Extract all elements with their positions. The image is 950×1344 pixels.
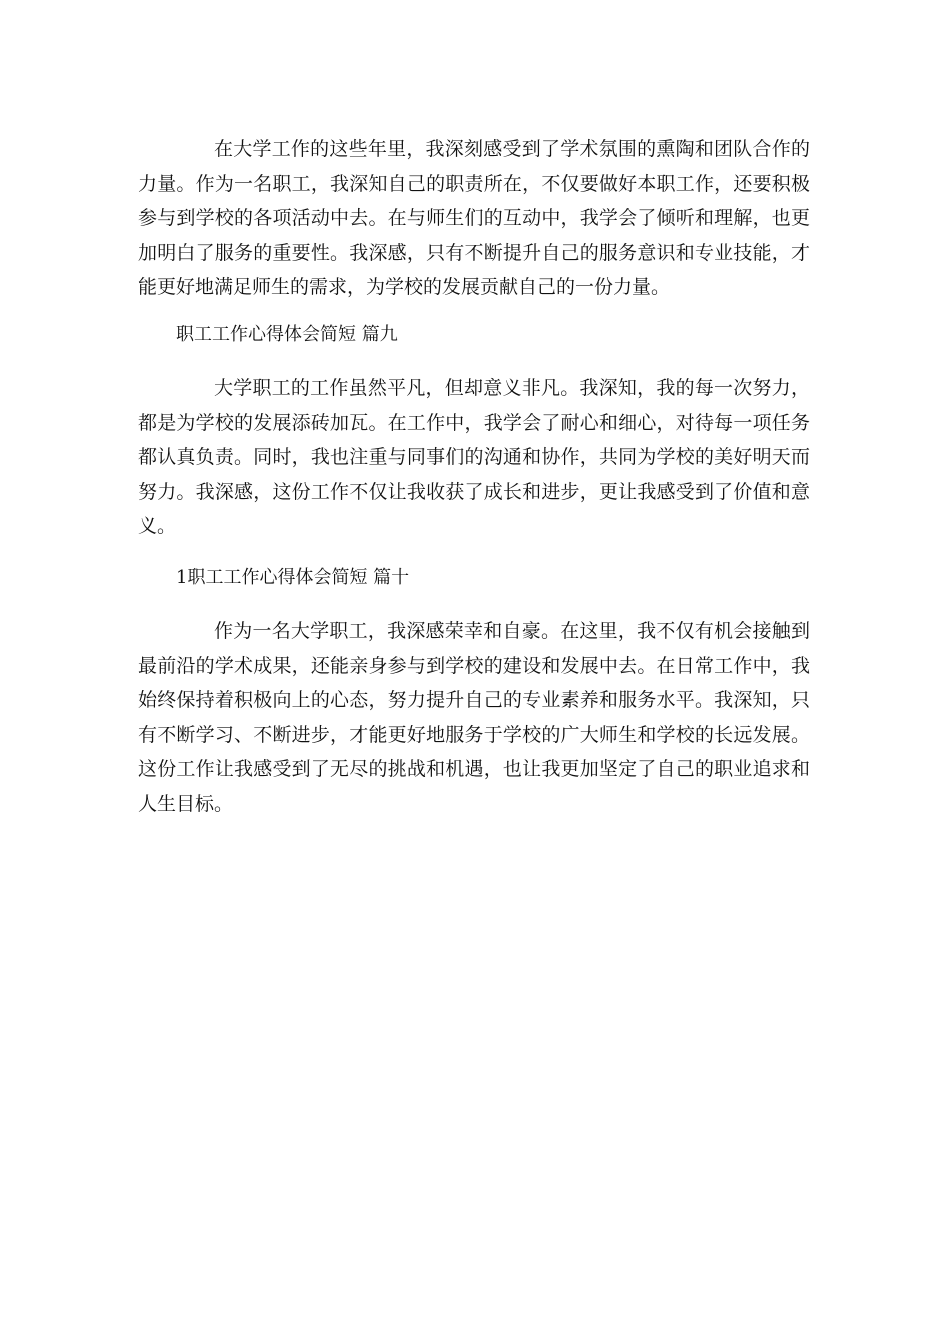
paragraph-section-10: 作为一名大学职工，我深感荣幸和自豪。在这里，我不仅有机会接触到最前沿的学术成果，还能亲身参与到学校的建设和发展中去。在日常工作中，我始终保持着积极向上的心态，努力提升自己的专业素养和服务水平。我深知，只有不断学习、不断进步，才能更好地服务于学校的广大师生和学校的长远发展。这份工作让我感受到了无尽的挑战和机遇，也让我更加坚定了自己的职业追求和人生目标。 — [138, 620, 810, 815]
section-heading-10: 1职工工作心得体会简短 篇十 — [176, 567, 410, 588]
paragraph-section-9: 大学职工的工作虽然平凡，但却意义非凡。我深知，我的每一次努力，都是为学校的发展添砖加瓦。在工作中，我学会了耐心和细心，对待每一项任务都认真负责。同时，我也注重与同事们的沟通和协作，共同为学校的美好明天而努力。我深感，这份工作不仅让我收获了成长和进步，更让我感受到了价值和意义。 — [138, 377, 810, 538]
section-heading-9: 职工工作心得体会简短 篇九 — [176, 324, 398, 345]
paragraph-intro: 在大学工作的这些年里，我深刻感受到了学术氛围的熏陶和团队合作的力量。作为一名职工，我深知自己的职责所在，不仅要做好本职工作，还要积极参与到学校的各项活动中去。在与师生们的互动中，我学会了倾听和理解，也更加明白了服务的重要性。我深感，只有不断提升自己的服务意识和专业技能，才能更好地满足师生的需求，为学校的发展贡献自己的一份力量。 — [138, 138, 810, 299]
